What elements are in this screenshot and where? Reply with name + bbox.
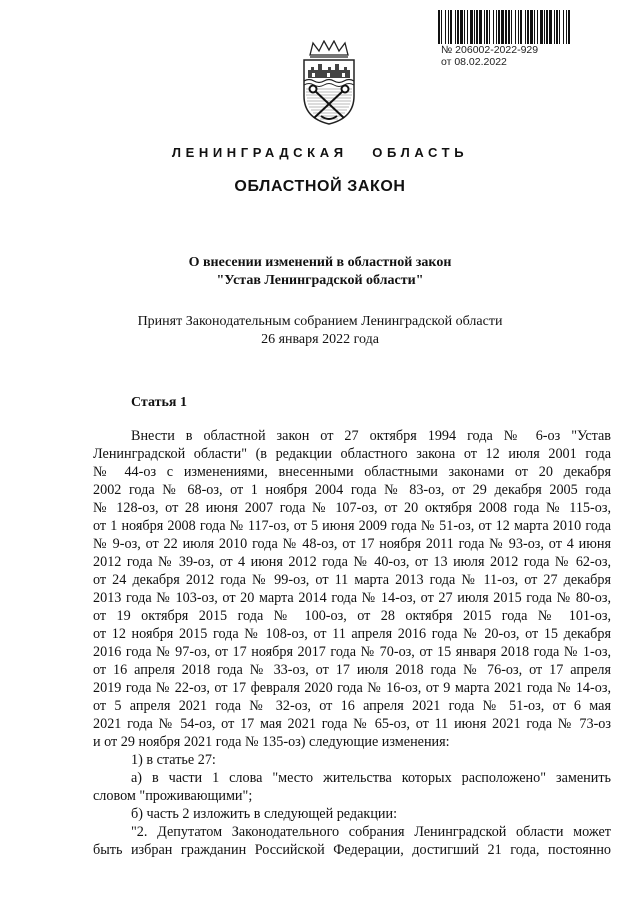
body-text-line: от 12 ноября 2015 года № 108-оз, от 11 апреля 2016 года № 20-оз, от 15 декабря — [93, 626, 611, 642]
body-text-line: 2002 года № 68-оз, от 1 ноября 2004 года № 83-оз, от 29 декабря 2005 года — [93, 482, 611, 498]
body-text-line: 2021 года № 54-оз, от 17 мая 2021 года № 65-оз, от 11 июня 2021 года № 73-оз — [93, 716, 611, 732]
body-text-line: "2. Депутатом Законодательного собрания Ленинградской области может — [131, 824, 611, 840]
law-subject-line-2: "Устав Ленинградской области" — [216, 273, 424, 288]
body-text-line: от 1 ноября 2008 года № 117-оз, от 5 июня 2009 года № 51-оз, от 12 марта 2010 года — [93, 518, 611, 534]
body-text-line: 2016 года № 97-оз, от 17 ноября 2017 года № 70-оз, от 15 января 2018 года № 1-оз, — [93, 644, 611, 660]
body-text-line: 2013 года № 103-оз, от 20 марта 2014 года № 14-оз, от 27 июля 2015 года № 80-оз, — [93, 590, 611, 606]
article-heading: Статья 1 — [131, 395, 187, 410]
barcode — [438, 10, 570, 44]
body-text-line: от 5 апреля 2021 года № 32-оз, от 16 апреля 2021 года № 51-оз, от 6 мая — [93, 698, 611, 714]
body-text-line: 2012 года № 39-оз, от 4 июня 2012 года № 40-оз, от 13 июля 2012 года № 62-оз, — [93, 554, 611, 570]
adoption-note — [0, 313, 640, 349]
body-text-line: № 44-оз с изменениями, внесенными областными законами от 20 декабря — [93, 464, 611, 480]
body-text-line: № 128-оз, от 28 июня 2007 года № 107-оз, от 20 октября 2008 года № 115-оз, — [93, 500, 611, 516]
body-text-line: Ленинградской области" (в редакции областного закона от 12 июля 2001 года — [93, 446, 611, 462]
law-subject — [0, 254, 640, 290]
body-text-line: быть избран гражданин Российской Федерации, достигший 21 года, постоянно — [93, 842, 611, 858]
body-text-line: от 24 декабря 2012 года № 99-оз, от 11 марта 2013 года № 11-оз, от 27 декабря — [93, 572, 611, 588]
body-text-line: 2019 года № 22-оз, от 17 февраля 2020 года № 16-оз, от 9 марта 2021 года № 14-оз, — [93, 680, 611, 696]
adoption-line-1: Принят Законодательным собранием Ленинградской области — [137, 314, 503, 329]
body-text-line: 1) в статье 27: — [131, 752, 216, 768]
body-text-line: а) в части 1 слова "место жительства которых расположено" заменить — [131, 770, 611, 786]
adoption-line-2: 26 января 2022 года — [261, 332, 379, 347]
body-text-line: от 19 октября 2015 года № 100-оз, от 28 октября 2015 года № 101-оз, — [93, 608, 611, 624]
document-type-title: ОБЛАСТНОЙ ЗАКОН — [234, 178, 406, 195]
registration-stamp — [441, 44, 538, 68]
body-text-line: б) часть 2 изложить в следующей редакции: — [131, 806, 398, 822]
body-text-line: от 16 апреля 2018 года № 33-оз, от 17 июля 2018 года № 76-оз, от 17 апреля — [93, 662, 611, 678]
registration-date: от 08.02.2022 — [441, 56, 507, 68]
registration-number: № 206002-2022-929 — [441, 44, 539, 56]
article-body — [93, 427, 611, 859]
body-text-line: и от 29 ноября 2021 года № 135-оз) следующие изменения: — [93, 734, 450, 750]
body-text-line: № 9-оз, от 22 июля 2010 года № 48-оз, от 17 ноября 2011 года № 93-оз, от 4 июня — [93, 536, 611, 552]
region-title: ЛЕНИНГРАДСКАЯ ОБЛАСТЬ — [171, 145, 469, 160]
body-text-line: Внести в областной закон от 27 октября 1994 года № 6-оз "Устав — [131, 428, 611, 444]
law-subject-line-1: О внесении изменений в областной закон — [188, 255, 452, 270]
body-text-line: словом "проживающими"; — [93, 788, 253, 804]
coat-of-arms-icon — [298, 40, 360, 126]
